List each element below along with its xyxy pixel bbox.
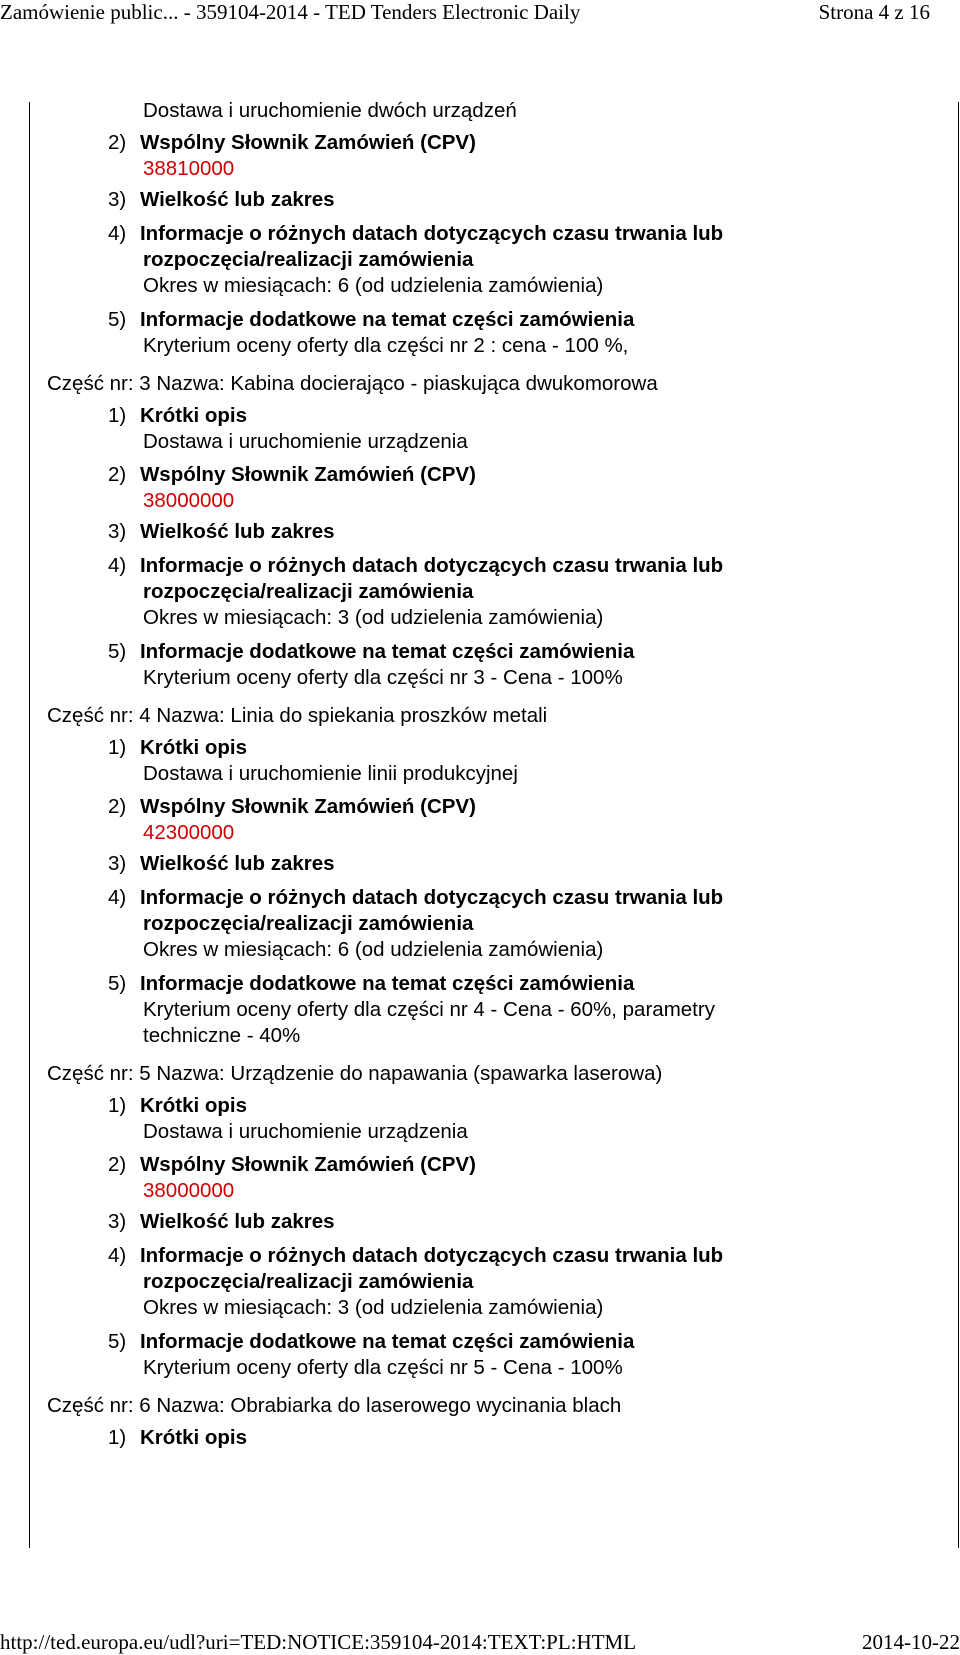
part5-cpv-heading: [108, 1152, 476, 1178]
dates-label-1: Informacje o różnych datach dotyczących czasu trwania lub: [139, 886, 724, 909]
item-number: 3): [108, 520, 127, 543]
short-desc-label: Krótki opis: [139, 1426, 248, 1449]
dates-label-1: Informacje o różnych datach dotyczących czasu trwania lub: [139, 222, 724, 245]
item-number: 4): [108, 1244, 127, 1267]
part5-scope-heading: [108, 1209, 335, 1235]
part2-desc: Dostawa i uruchomienie dwóch urządzeń: [143, 99, 517, 122]
part4-cpv-heading: [108, 794, 476, 820]
left-border: [29, 102, 30, 1548]
scope-label: Wielkość lub zakres: [139, 852, 335, 875]
dates-label-2: rozpoczęcia/realizacji zamówienia: [143, 912, 474, 935]
part4-period: Okres w miesiącach: 6 (od udzielenia zamówienia): [143, 938, 604, 961]
item-number: 5): [108, 1330, 127, 1353]
part4-desc: Dostawa i uruchomienie linii produkcyjnej: [143, 762, 518, 785]
part2-criteria: Kryterium oceny oferty dla części nr 2 : cena - 100 %,: [143, 334, 629, 357]
part2-scope-heading: [108, 187, 335, 213]
part4-short-desc-heading: [108, 735, 247, 761]
item-number: 3): [108, 188, 127, 211]
extra-label: Informacje dodatkowe na temat części zamówienia: [139, 1330, 635, 1353]
part3-cpv-heading: [108, 462, 476, 488]
item-number: 2): [108, 1153, 127, 1176]
part6-title: Część nr: 6 Nazwa: Obrabiarka do laserowego wycinania blach: [47, 1394, 622, 1417]
item-number: 5): [108, 308, 127, 331]
scope-label: Wielkość lub zakres: [139, 188, 335, 211]
page-header: [0, 0, 960, 26]
extra-label: Informacje dodatkowe na temat części zamówienia: [139, 308, 635, 331]
item-number: 5): [108, 640, 127, 663]
extra-label: Informacje dodatkowe na temat części zamówienia: [139, 972, 635, 995]
footer-url: http://ted.europa.eu/udl?uri=TED:NOTICE:359104-2014:TEXT:PL:HTML: [0, 1630, 637, 1654]
part4-scope-heading: [108, 851, 335, 877]
part4-title: Część nr: 4 Nazwa: Linia do spiekania proszków metali: [47, 704, 548, 727]
cpv-label: Wspólny Słownik Zamówień (CPV): [139, 795, 476, 818]
footer-date: 2014-10-22: [862, 1630, 960, 1654]
part3-cpv-code: 38000000: [143, 489, 235, 512]
item-number: 2): [108, 463, 127, 486]
part3-desc: Dostawa i uruchomienie urządzenia: [143, 430, 468, 453]
cpv-label: Wspólny Słownik Zamówień (CPV): [139, 463, 476, 486]
item-number: 1): [108, 1426, 127, 1449]
part4-extra-heading: [108, 971, 634, 997]
cpv-label: Wspólny Słownik Zamówień (CPV): [139, 131, 476, 154]
item-number: 4): [108, 886, 127, 909]
dates-label-2: rozpoczęcia/realizacji zamówienia: [143, 1270, 474, 1293]
item-number: 3): [108, 1210, 127, 1233]
short-desc-label: Krótki opis: [139, 736, 248, 759]
part3-criteria: Kryterium oceny oferty dla części nr 3 - Cena - 100%: [143, 666, 623, 689]
dates-label-1: Informacje o różnych datach dotyczących czasu trwania lub: [139, 554, 724, 577]
scope-label: Wielkość lub zakres: [139, 1210, 335, 1233]
right-border: [958, 102, 959, 1548]
part5-period: Okres w miesiącach: 3 (od udzielenia zamówienia): [143, 1296, 604, 1319]
part2-dates-heading: [108, 221, 723, 247]
part5-cpv-code: 38000000: [143, 1179, 235, 1202]
item-number: 1): [108, 404, 127, 427]
part3-title: Część nr: 3 Nazwa: Kabina docierająco - piaskująca dwukomorowa: [47, 372, 658, 395]
item-number: 2): [108, 131, 127, 154]
part3-dates-heading: [108, 553, 723, 579]
part3-period: Okres w miesiącach: 3 (od udzielenia zamówienia): [143, 606, 604, 629]
extra-label: Informacje dodatkowe na temat części zamówienia: [139, 640, 635, 663]
dates-label-2: rozpoczęcia/realizacji zamówienia: [143, 580, 474, 603]
item-number: 5): [108, 972, 127, 995]
item-number: 1): [108, 736, 127, 759]
part2-period: Okres w miesiącach: 6 (od udzielenia zamówienia): [143, 274, 604, 297]
part4-dates-heading: [108, 885, 723, 911]
part2-cpv-code: 38810000: [143, 157, 235, 180]
dates-label-1: Informacje o różnych datach dotyczących czasu trwania lub: [139, 1244, 724, 1267]
part2-extra-heading: [108, 307, 634, 333]
part2-cpv-heading: [108, 130, 476, 156]
short-desc-label: Krótki opis: [139, 1094, 248, 1117]
part5-title: Część nr: 5 Nazwa: Urządzenie do napawania (spawarka laserowa): [47, 1062, 663, 1085]
part5-short-desc-heading: [108, 1093, 247, 1119]
item-number: 2): [108, 795, 127, 818]
cpv-label: Wspólny Słownik Zamówień (CPV): [139, 1153, 476, 1176]
item-number: 4): [108, 554, 127, 577]
scope-label: Wielkość lub zakres: [139, 520, 335, 543]
header-page-number: Strona 4 z 16: [818, 0, 930, 24]
part3-scope-heading: [108, 519, 335, 545]
part5-dates-heading: [108, 1243, 723, 1269]
page-footer: [0, 1630, 960, 1654]
item-number: 1): [108, 1094, 127, 1117]
part4-criteria-line2: techniczne - 40%: [143, 1024, 301, 1047]
part5-extra-heading: [108, 1329, 634, 1355]
part3-extra-heading: [108, 639, 634, 665]
item-number: 4): [108, 222, 127, 245]
part4-criteria-line1: Kryterium oceny oferty dla części nr 4 - Cena - 60%, parametry: [143, 998, 715, 1021]
item-number: 3): [108, 852, 127, 875]
part5-criteria: Kryterium oceny oferty dla części nr 5 - Cena - 100%: [143, 1356, 623, 1379]
part3-short-desc-heading: [108, 403, 247, 429]
short-desc-label: Krótki opis: [139, 404, 248, 427]
dates-label-2: rozpoczęcia/realizacji zamówienia: [143, 248, 474, 271]
part5-desc: Dostawa i uruchomienie urządzenia: [143, 1120, 468, 1143]
header-title: Zamówienie public... - 359104-2014 - TED Tenders Electronic Daily: [0, 0, 581, 24]
part4-cpv-code: 42300000: [143, 821, 235, 844]
part6-short-desc-heading: [108, 1425, 247, 1451]
